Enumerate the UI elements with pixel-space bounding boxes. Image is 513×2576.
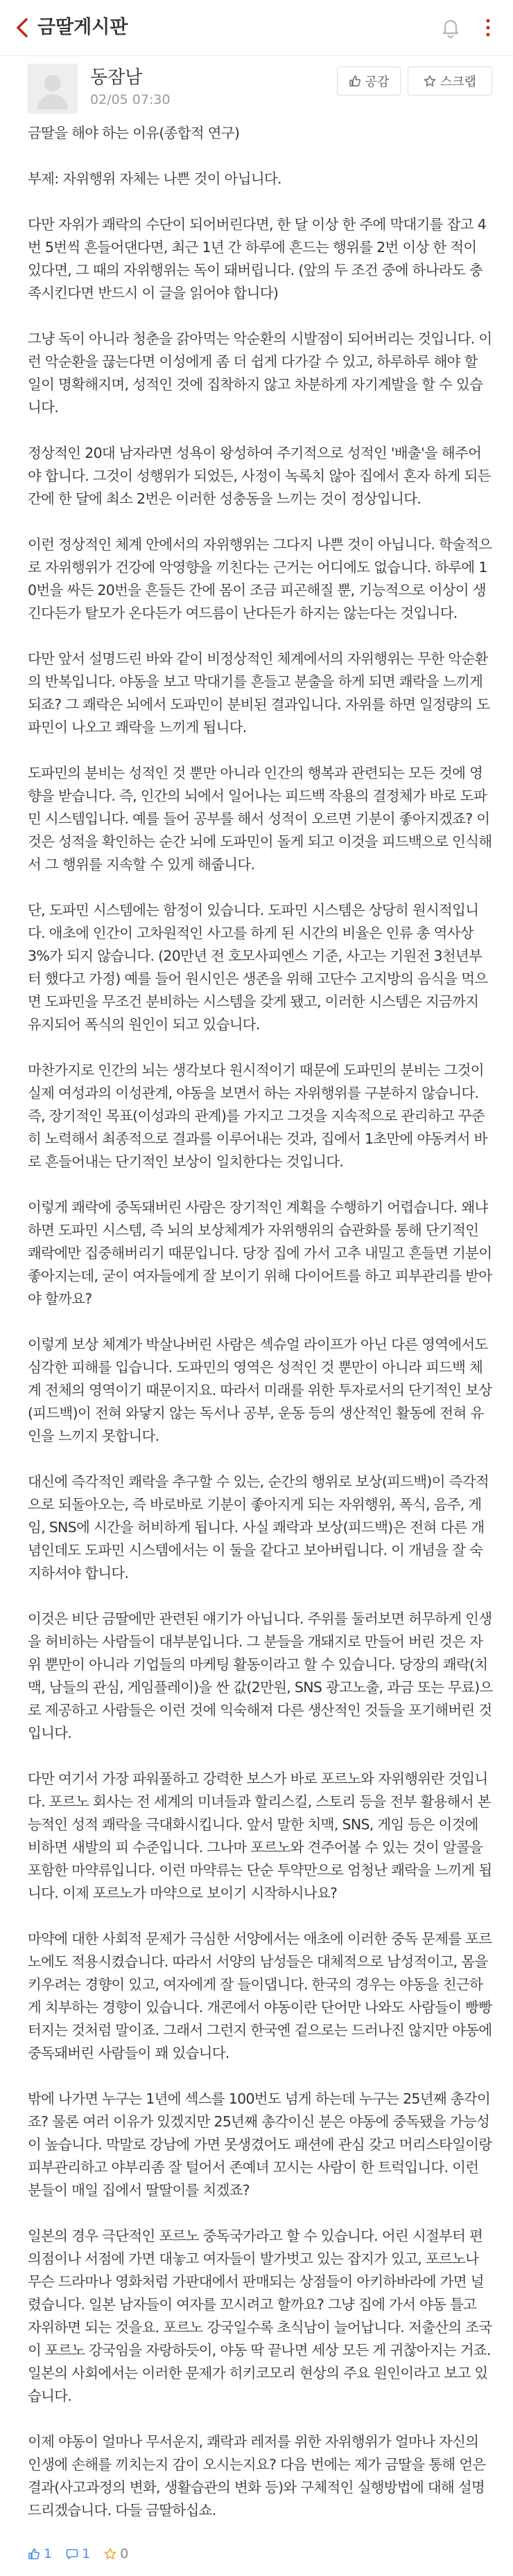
comment-count[interactable]	[66, 2546, 90, 2561]
post-paragraph: 그냥 독이 아니라 청춘을 갉아먹는 악순환의 시발점이 되어버리는 것입니다. 이런 악순환을 끊는다면 이성에게 좀 더 쉽게 다가갈 수 있고, 하루하루 해야 할 일이 명확해지며, 성적인 것에 집착하지 않고 차분하게 자기계발을 할 수 있습니다.	[28, 330, 492, 416]
post-body	[28, 122, 494, 2545]
post-paragraph: 마찬가지로 인간의 뇌는 생각보다 원시적이기 때문에 도파민의 분비는 그것이 실제 여성과의 이성관계, 야동을 보면서 하는 자위행위를 구분하지 않습니다. 즉, 장기적인 목표(이성과의 관계)를 가지고 그것을 지속적으로 관리하고 꾸준히 노력해서 최종적으로 결과를 이루어내는 것과, 집에서 1초만에 야동켜서 바로 흔들어내는 단기적인 보상이 일치한다는 것입니다.	[28, 1062, 488, 1170]
scrap-button[interactable]	[408, 66, 492, 96]
top-bar	[0, 0, 513, 56]
author-name[interactable]: 동잠남	[90, 67, 143, 88]
post-paragraph: 대신에 즉각적인 쾌락을 추구할 수 있는, 순간의 행위로 보상(피드백)이 즉각적으로 되돌아오는, 즉 바로바로 기분이 좋아지게 되는 자위행위, 폭식, 음주, 게임, SNS에 시간을 허비하게 됩니다. 사실 쾌락과 보상(피드백)은 전혀 다른 개념인데도 도파민 시스템에서는 이 둘을 같다고 보아버립니다. 이 개념을 잘 숙지하셔야 합니다.	[28, 1473, 489, 1581]
post-paragraph: 이렇게 쾌락에 중독돼버린 사람은 장기적인 계획을 수행하기 어렵습니다. 왜냐하면 도파민 시스템, 즉 뇌의 보상체계가 자위행위의 습관화를 통해 단기적인 쾌락에만 집중해버리기 때문입니다. 당장 집에 가서 고추 내밀고 흔들면 기분이 좋아지는데, 굳이 여자들에게 잘 보이기 위해 다이어트를 하고 피부관리를 받아야 할까요?	[28, 1199, 496, 1307]
scrap-count-value: 0	[120, 2546, 129, 2561]
post-date: 02/05 07:30	[90, 92, 171, 107]
thumbs-up-icon	[28, 2548, 40, 2560]
post-paragraph: 다만 여기서 가장 파워풀하고 강력한 보스가 바로 포르노와 자위행위란 것입니다. 포르노 회사는 전 세계의 미녀들과 할리스킬, 스토리 등을 전부 활용해서 본능적인 성적 쾌락을 극대화시킵니다. 앞서 말한 치맥, SNS, 게임 등은 이것에 비하면 새발의 피 수준입니다. 그나마 포르노와 견주어볼 수 있는 것이 알콜을 포함한 마약류입니다. 이런 마약류는 단순 투약만으로 엄청난 쾌락을 느끼게 됩니다. 이제 포르노가 마약으로 보이기 시작하시나요?	[28, 1770, 492, 1901]
post-paragraph: 마약에 대한 사회적 문제가 극심한 서양에서는 애초에 이러한 중독 문제를 포르노에도 적용시켰습니다. 따라서 서양의 남성들은 대체적으로 남성적이고, 몸을 키우려는 경향이 있고, 여자에게 잘 들이댑니다. 한국의 경우는 야동을 친근하게 치부하는 경향이 있습니다. 개콘에서 야동이란 단어만 나와도 사람들이 빵빵 터지는 것처럼 말이죠. 그래서 그런지 한국엔 겉으로는 드러나진 않지만 야동에 중독돼버린 사람들이 꽤 있습니다.	[28, 1930, 496, 2061]
post-subtitle: 부제: 자위행위 자체는 나쁜 것이 아닙니다.	[28, 170, 281, 187]
post-stats	[28, 2546, 128, 2561]
more-vertical-icon	[474, 14, 502, 42]
comment-icon	[66, 2548, 78, 2560]
post-heading: 금딸을 해야 하는 이유(종합적 연구)	[28, 125, 240, 141]
star-icon	[104, 2548, 116, 2560]
post-paragraph: 도파민의 분비는 성적인 것 뿐만 아니라 인간의 행복과 관련되는 모든 것에 영향을 받습니다. 즉, 인간의 뇌에서 일어나는 피드백 작용의 결정체가 바로 도파민 시스템입니다. 예를 들어 공부를 해서 성적이 오르면 기분이 좋아지겠죠? 이것은 성적을 확인하는 순간 뇌에 도파민이 돌게 되고 이것을 피드백으로 인식해서 그 행위를 지속할 수 있게 해줍니다.	[28, 765, 492, 873]
star-icon	[424, 75, 436, 87]
notification-button[interactable]	[437, 14, 464, 42]
post-paragraph: 정상적인 20대 남자라면 성욕이 왕성하여 주기적으로 성적인 '배출'을 해주어야 합니다. 그것이 성행위가 되었든, 사정이 녹록치 않아 집에서 혼자 하게 되든 간에 한 달에 최소 2번은 이러한 성충동을 느끼는 것이 정상입니다.	[28, 445, 495, 507]
scrap-label: 스크랩	[440, 75, 477, 89]
avatar	[28, 64, 78, 114]
post-paragraph: 다만 자위가 쾌락의 수단이 되어버린다면, 한 달 이상 한 주에 막대기를 잡고 4번 5번씩 흔들어댄다면, 최근 1년 간 하루에 흔드는 행위를 2번 이상 한 적이 있다면, 그 때의 자위행위는 독이 돼버립니다. (앞의 두 조건 중에 하나라도 충족시킨다면 반드시 이 글을 읽어야 합니다)	[28, 216, 487, 301]
scrap-count[interactable]	[104, 2546, 128, 2561]
like-count-value: 1	[44, 2546, 53, 2561]
back-button[interactable]	[10, 14, 37, 42]
comment-count-value: 1	[82, 2546, 91, 2561]
bell-icon	[437, 14, 464, 42]
user-silhouette-icon	[28, 64, 78, 114]
like-label: 공감	[365, 75, 390, 89]
post-paragraph: 이것은 비단 금딸에만 관련된 얘기가 아닙니다. 주위를 둘러보면 허무하게 인생을 허비하는 사람들이 대부분입니다. 그 분들을 개돼지로 만들어 버린 것은 자위 뿐만이 아니라 기업들의 마케팅 활동이라고 할 수 있습니다. 당장의 쾌락(치맥, 남들의 관심, 게임플레이)을 싼 값(2만원, SNS 광고노출, 과금 또는 무료)으로 제공하고 사람들은 이런 것에 익숙해져 다른 생산적인 것들을 포기해버린 것입니다.	[28, 1610, 493, 1741]
like-button[interactable]	[337, 66, 401, 96]
more-button[interactable]	[474, 14, 502, 42]
post-paragraph: 이렇게 보상 체계가 박살나버린 사람은 섹슈얼 라이프가 아닌 다른 영역에서도 심각한 피해를 입습니다. 도파민의 영역은 성적인 것 뿐만이 아니라 피드백 체계 전체의 영역이기 때문이지요. 따라서 미래를 위한 투자로서의 단기적인 보상(피드백)이 전혀 와닿지 않는 독서나 공부, 운동 등의 생산적인 활동에 전혀 유인을 느끼지 못합니다.	[28, 1336, 492, 1444]
post-paragraph: 이제 야동이 얼마나 무서운지, 쾌락과 레저를 위한 자위행위가 얼마나 자신의 인생에 손해를 끼치는지 감이 오시는지요? 다음 번에는 제가 금딸을 통해 얻은 결과(사고과정의 변화, 생활습관의 변화 등)와 구체적인 실행방법에 대해 설명드리겠습니다. 다들 금딸하십쇼.	[28, 2433, 490, 2519]
post-paragraph: 밖에 나가면 누구는 1년에 섹스를 100번도 넘게 하는데 누구는 25년째 총각이죠? 물론 여러 이유가 있겠지만 25년째 총각이신 분은 야동에 중독됐을 가능성이 높습니다. 막말로 강남에 가면 못생겼어도 패션에 관심 갖고 머리스타일이랑 피부관리하고 야부리좀 잘 털어서 존예녀 꼬시는 사람이 한 트럭입니다. 이런 분들이 매일 집에서 딸딸이를 치겠죠?	[28, 2090, 496, 2199]
thumbs-up-icon	[349, 75, 361, 87]
chevron-left-icon	[10, 14, 37, 42]
post-paragraph: 이런 정상적인 체계 안에서의 자위행위는 그다지 나쁜 것이 아닙니다. 학술적으로 자위행위가 건강에 악영향을 끼친다는 근거는 어디에도 없습니다. 하루에 10번을 싸든 20번을 흔들든 간에 몸이 조금 피곤해질 뿐, 기능적으로 이상이 생긴다든가 탈모가 온다든가 여드름이 난다든가 하지는 않는다는 것입니다.	[28, 536, 492, 621]
board-title: 금딸게시판	[37, 17, 128, 38]
post-paragraph: 일본의 경우 극단적인 포르노 중독국가라고 할 수 있습니다. 어린 시절부터 편의점이나 서점에 가면 대놓고 여자들이 발가벗고 있는 잡지가 있고, 포르노나 무슨 드라마나 영화처럼 가판대에서 판매되는 상점들이 아키하바라에 가면 널렸습니다. 일본 남자들이 여자를 꼬시려고 할까요? 그냥 집에 가서 야동 틀고 자위하면 되는 것을요. 포르노 강국일수록 초식남이 늘어납니다. 저출산의 조국이 포르노 강국임을 자랑하듯이, 야동 딱 끝나면 세상 모든 게 귀찮아지는 거죠. 일본의 사회에서는 이러한 문제가 히키코모리 현상의 주요 원인이라고 보고 있습니다.	[28, 2228, 495, 2404]
like-count[interactable]	[28, 2546, 52, 2561]
post-paragraph: 단, 도파민 시스템에는 함정이 있습니다. 도파민 시스템은 상당히 원시적입니다. 애초에 인간이 고차원적인 사고를 하게 된 시간의 비율은 인류 총 역사상 3%가 되지 않습니다. (20만년 전 호모사피엔스 기준, 사고는 기원전 3천년부터 했다고 가정) 예를 들어 원시인은 생존을 위해 고단수 고지방의 음식을 먹으면 도파민을 무조건 분비하는 시스템을 갖게 됐고, 이러한 시스템은 지금까지 유지되어 폭식의 원인이 되고 있습니다.	[28, 902, 488, 1033]
post-paragraph: 다만 앞서 설명드린 바와 같이 비정상적인 체계에서의 자위행위는 무한 악순환의 반복입니다. 야동을 보고 막대기를 흔들고 분출을 하게 되면 쾌락을 느끼게 되죠? 그 쾌락은 뇌에서 도파민이 분비된 결과입니다. 자위를 하면 일정량의 도파민이 나오고 쾌락을 느끼게 됩니다.	[28, 650, 490, 736]
